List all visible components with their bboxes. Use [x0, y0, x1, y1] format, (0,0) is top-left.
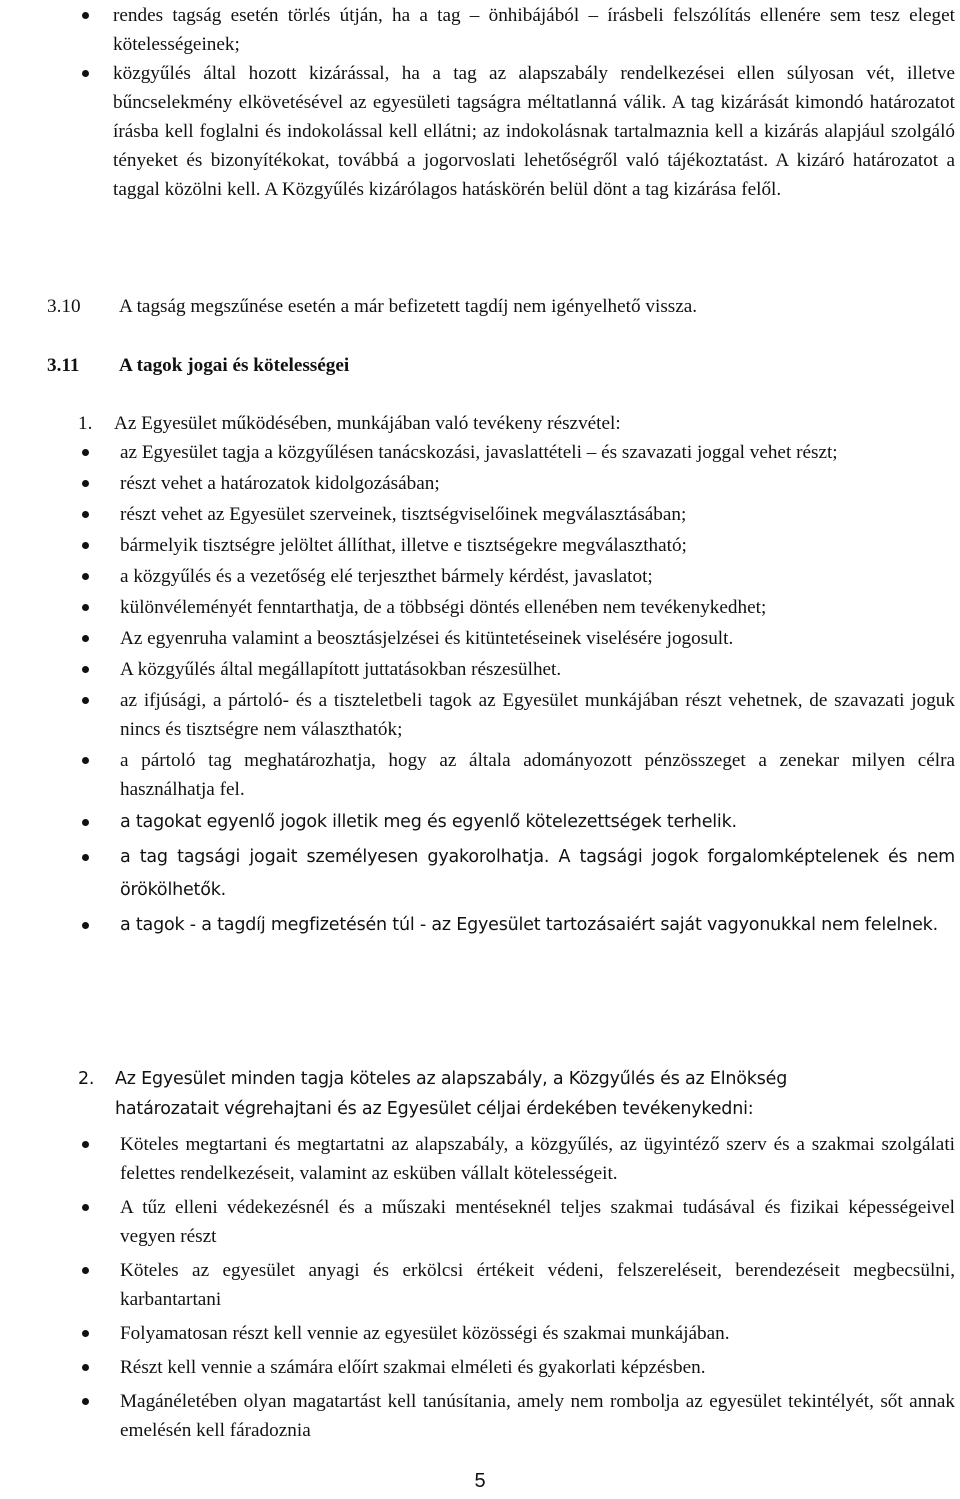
list-item-text: az Egyesület tagja a közgyűlésen tanácskozási, javaslattételi – és szavazati joggal vehet részt; — [120, 442, 838, 463]
list-item-text: A közgyűlés által megállapított juttatásokban részesülhet. — [120, 659, 562, 680]
list-item — [0, 469, 960, 498]
bullet-icon — [82, 1267, 89, 1274]
list-item — [0, 841, 960, 907]
list-item — [0, 59, 960, 204]
page-number: 5 — [474, 1470, 486, 1492]
list-item-text: a közgyűlés és a vezetőség elé terjeszthet bármely kérdést, javaslatot; — [120, 566, 653, 587]
bullet-icon — [82, 12, 89, 19]
rights-list — [0, 438, 960, 944]
list-item — [0, 1193, 960, 1251]
bullet-icon — [82, 922, 89, 929]
bullet-icon — [82, 1330, 89, 1337]
list-item-text: részt vehet a határozatok kidolgozásában; — [120, 473, 440, 494]
list-item — [0, 562, 960, 591]
list-item-text: a pártoló tag meghatározhatja, hogy az általa adományozott pénzösszeget a zenekar milyen célra használhatja fel. — [120, 750, 955, 800]
list-item — [0, 655, 960, 684]
bullet-icon — [82, 1204, 89, 1211]
bullet-icon — [82, 542, 89, 549]
bullet-icon — [82, 70, 89, 77]
list-item — [0, 1256, 960, 1314]
list-item-text: részt vehet az Egyesület szerveinek, tisztségviselőinek megválasztásában; — [120, 504, 687, 525]
section-number: 3.10 — [47, 296, 81, 317]
bullet-icon — [82, 573, 89, 580]
bullet-icon — [82, 480, 89, 487]
list-item — [0, 1353, 960, 1382]
bullet-icon — [82, 449, 89, 456]
section-title: A tagok jogai és kötelességei — [119, 355, 350, 376]
list-item — [0, 909, 960, 942]
section-3-10 — [47, 292, 947, 321]
list-item-text: Folyamatosan részt kell vennie az egyesület közösségi és szakmai munkájában. — [120, 1323, 730, 1344]
list-item — [0, 1387, 960, 1445]
intro-text-line-2: határozatait végrehajtani és az Egyesület céljai érdekében tevékenykedni: — [115, 1099, 754, 1119]
bullet-icon — [82, 1364, 89, 1371]
list-item-text: rendes tagság esetén törlés útján, ha a tag – önhibájából – írásbeli felszólítás ellenére sem tesz eleget kötelességeinek; — [113, 5, 955, 55]
bullet-icon — [82, 635, 89, 642]
list-item-text: közgyűlés által hozott kizárással, ha a tag az alapszabály rendelkezései ellen súlyosan vét, illetve bűncselekmény elkövetésével az egyesületi tagságra méltatlanná válik. A tag kizárását kimondó határozatot írásba kell foglalni és indokolással kell ellátni; az indokolásnak tartalmaznia kell a kizárás alapjául szolgáló tényeket és bizonyítékokat, továbbá a jogorvoslati lehetőségről való tájékoztatást. A kizáró határozatot a taggal közölni kell. A Közgyűlés kizárólagos hatáskörén belül dönt a tag kizárása felől. — [113, 63, 955, 200]
list-item — [0, 1130, 960, 1188]
list-item-text: Köteles az egyesület anyagi és erkölcsi értékeit védeni, felszereléseit, berendezéseit megbecsülni, karbantartani — [120, 1260, 955, 1310]
bullet-icon — [82, 819, 89, 826]
bullet-icon — [82, 604, 89, 611]
list-item-text: a tagokat egyenlő jogok illetik meg és egyenlő kötelezettségek terhelik. — [120, 812, 737, 832]
item-number: 2. — [78, 1069, 95, 1089]
bullet-icon — [82, 697, 89, 704]
list-item — [0, 686, 960, 744]
duties-list — [0, 1130, 960, 1450]
rights-intro — [78, 409, 958, 438]
list-item-text: a tagok - a tagdíj megfizetésén túl - az Egyesület tartozásaiért saját vagyonukkal nem felelnek. — [120, 915, 938, 935]
intro-text: Az Egyesület működésében, munkájában való tevékeny részvétel: — [114, 413, 621, 434]
list-item — [0, 438, 960, 467]
section-text: A tagság megszűnése esetén a már befizetett tagdíj nem igényelhető vissza. — [119, 296, 698, 317]
list-item — [0, 1319, 960, 1348]
list-item-text: a tag tagsági jogait személyesen gyakorolhatja. A tagsági jogok forgalomképtelenek és nem örökölhetők. — [120, 847, 955, 900]
list-item-text: A tűz elleni védekezésnél és a műszaki mentéseknél teljes szakmai tudásával és fizikai képességeivel vegyen részt — [120, 1197, 955, 1247]
section-3-11-heading — [47, 351, 947, 380]
bullet-icon — [82, 666, 89, 673]
bullet-icon — [82, 757, 89, 764]
bullet-icon — [82, 511, 89, 518]
list-item — [0, 624, 960, 653]
termination-list — [0, 1, 960, 204]
list-item — [0, 1, 960, 59]
list-item-text: bármelyik tisztségre jelöltet állíthat, illetve e tisztségekre megválasztható; — [120, 535, 687, 556]
item-number: 1. — [78, 413, 93, 434]
list-item-text: Az egyenruha valamint a beosztásjelzései és kitüntetéseinek viselésére jogosult. — [120, 628, 734, 649]
list-item-text: Köteles megtartani és megtartatni az alapszabály, a közgyűlés, az ügyintéző szerv és a szakmai szolgálati felettes rendelkezéseit, valamint az esküben vállalt kötelességeit. — [120, 1134, 955, 1184]
list-item-text: Részt kell vennie a számára előírt szakmai elméleti és gyakorlati képzésben. — [120, 1357, 706, 1378]
list-item — [0, 806, 960, 839]
duties-intro — [78, 1064, 958, 1124]
list-item-text: Magánéletében olyan magatartást kell tanúsítania, amely nem rombolja az egyesület tekintélyét, sőt annak emelésén kell fáradoznia — [120, 1391, 955, 1441]
bullet-icon — [82, 1398, 89, 1405]
list-item-text: különvéleményét fenntarthatja, de a többségi döntés ellenében nem tevékenykedhet; — [120, 597, 767, 618]
bullet-icon — [82, 854, 89, 861]
section-number: 3.11 — [47, 355, 80, 376]
list-item — [0, 531, 960, 560]
intro-text-line-1: Az Egyesület minden tagja köteles az alapszabály, a Közgyűlés és az Elnökség — [115, 1069, 788, 1089]
list-item — [0, 593, 960, 622]
list-item — [0, 746, 960, 804]
list-item — [0, 500, 960, 529]
bullet-icon — [82, 1141, 89, 1148]
list-item-text: az ifjúsági, a pártoló- és a tiszteletbeli tagok az Egyesület munkájában részt vehetnek, de szavazati joguk nincs és tisztségre nem választhatók; — [120, 690, 955, 740]
